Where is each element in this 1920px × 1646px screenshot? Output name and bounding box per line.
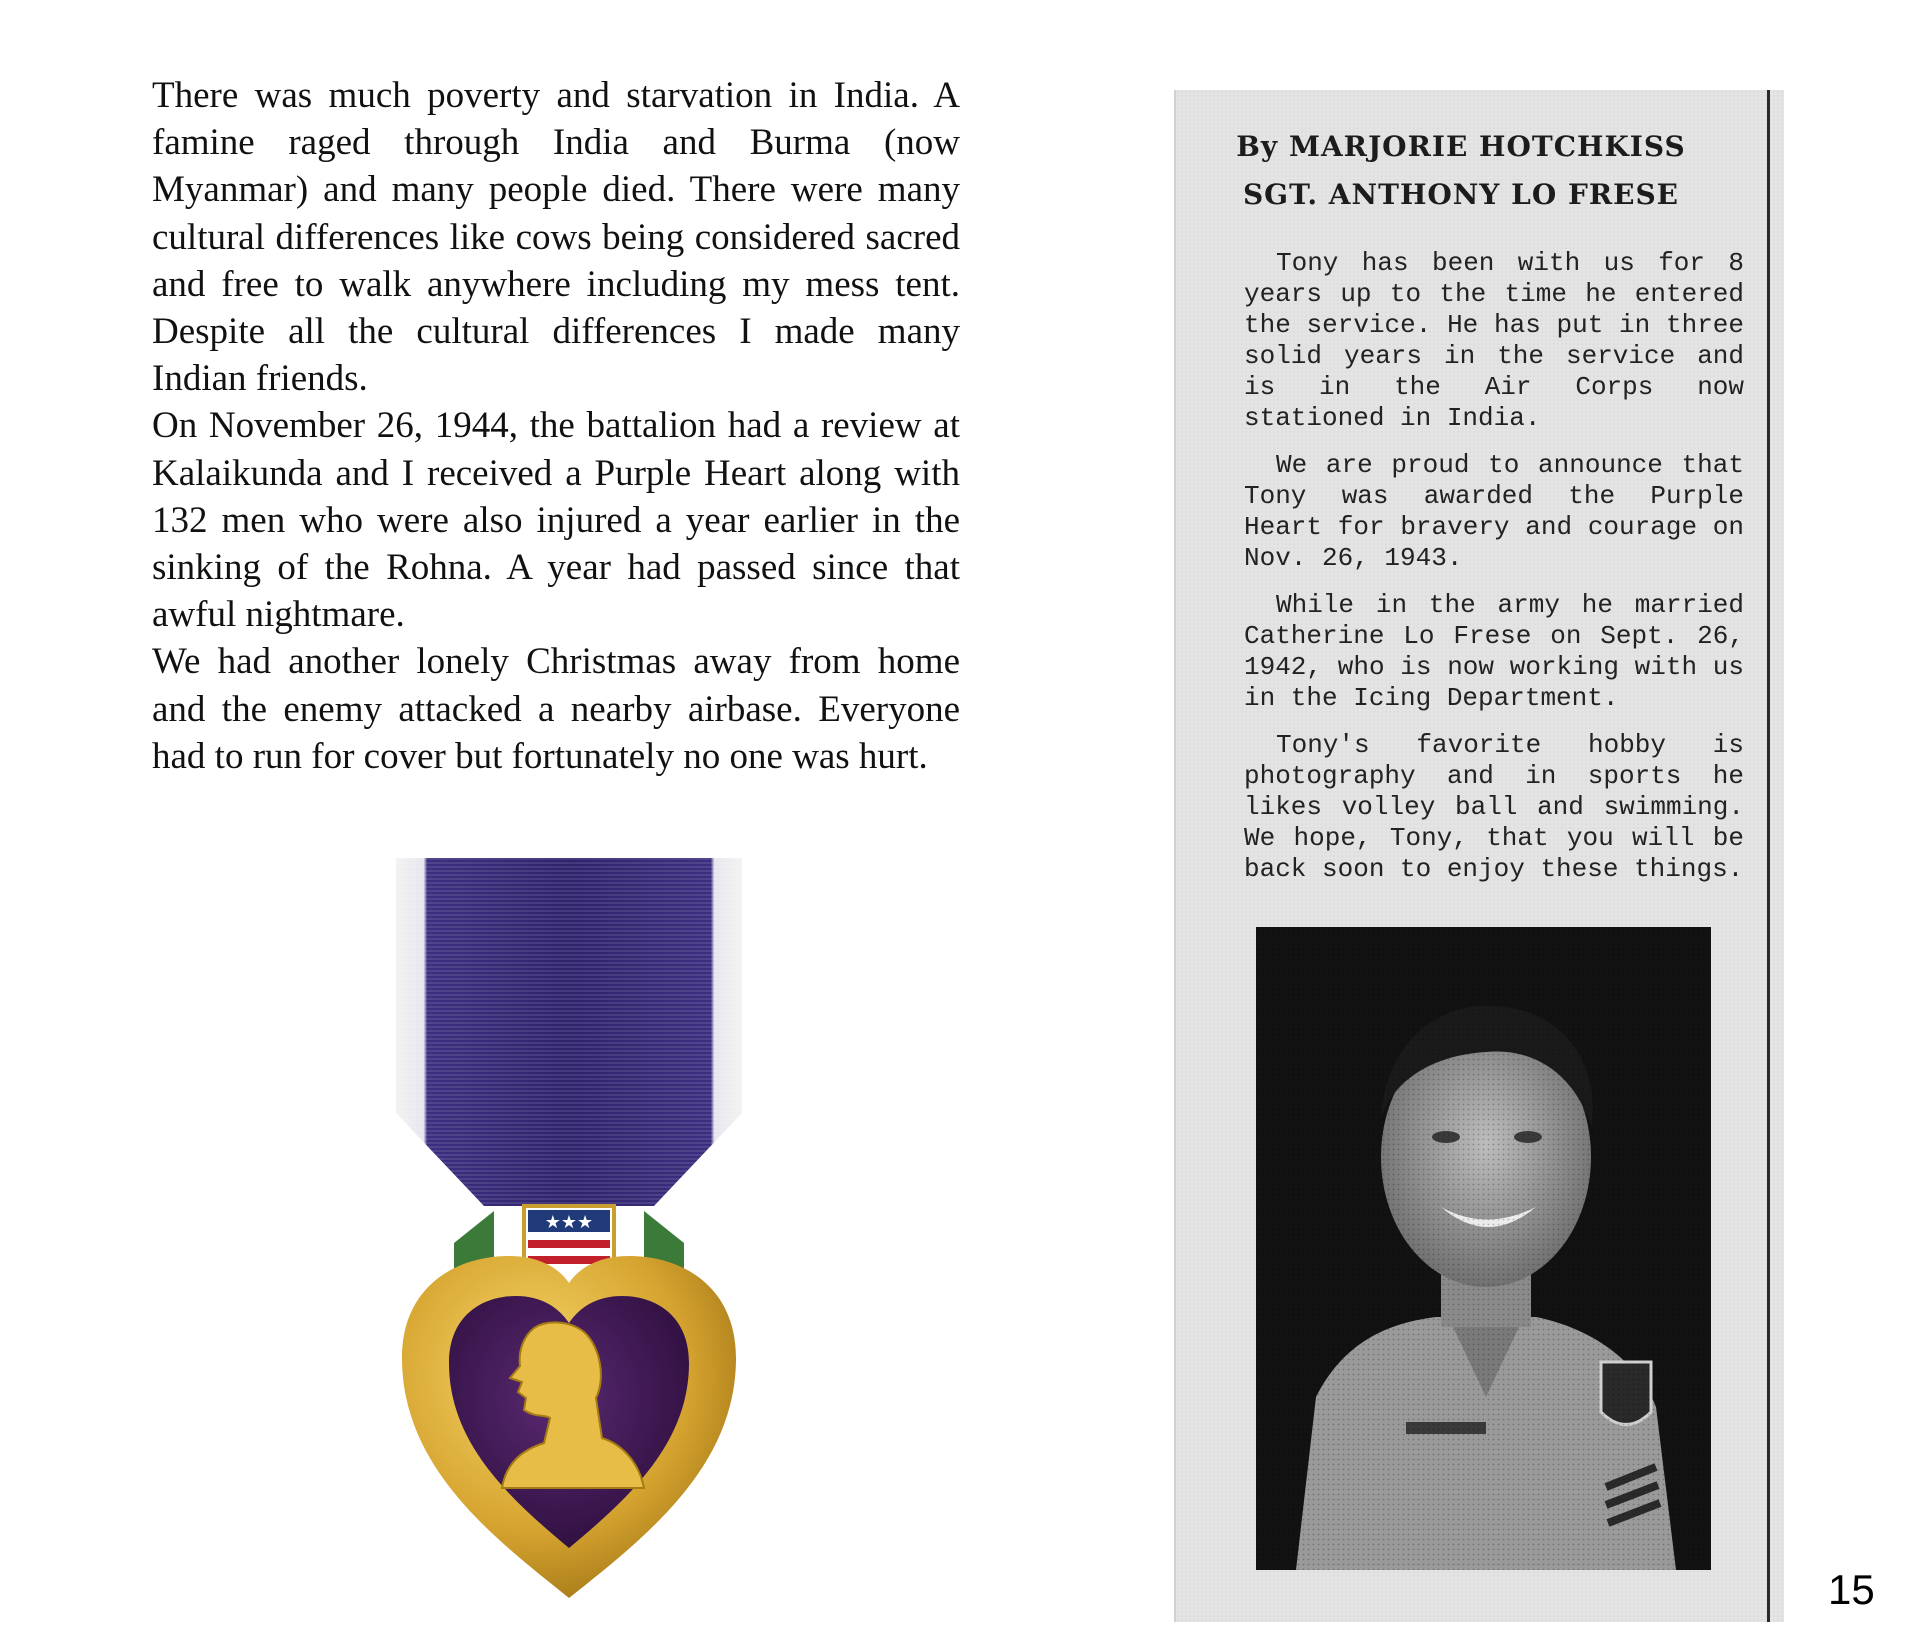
column-rule <box>1767 90 1770 1622</box>
clipping-paragraph: Tony's favorite hobby is photography and in sports he likes volley ball and swimming. We hope, Tony, that you will be back soon to enjoy these things. <box>1244 730 1744 884</box>
newspaper-clipping <box>1174 90 1784 1622</box>
soldier-portrait-photo <box>1256 927 1711 1570</box>
purple-heart-medal-image <box>394 858 744 1628</box>
memoir-paragraph: We had another lonely Christmas away from home and the enemy attacked a nearby airbase. Everyone had to run for cover but fortunately no one was hurt. <box>152 641 960 777</box>
clipping-paragraph: We are proud to announce that Tony was awarded the Purple Heart for bravery and courage on Nov. 26, 1943. <box>1244 450 1744 573</box>
clipping-article <box>1244 248 1744 901</box>
clipping-paragraph: While in the army he married Catherine Lo Frese on Sept. 26, 1942, who is now working with us in the Icing Department. <box>1244 590 1744 713</box>
headline: SGT. ANTHONY LO FRESE <box>1242 178 1680 211</box>
page-number: 15 <box>1828 1566 1875 1613</box>
byline: By MARJORIE HOTCHKISS <box>1236 130 1686 163</box>
memoir-paragraph: On November 26, 1944, the battalion had a review at Kalaikunda and I received a Purple Heart along with 132 men who were also injured a year earlier in the sinking of the Rohna. A year had passed since that awful nightmare. <box>152 405 960 636</box>
memoir-paragraph: There was much poverty and starvation in India. A famine raged through India and Burma (now Myanmar) and many people died. There were many cultural differences like cows being considered sacred and free to walk anywhere including my mess tent. Despite all the cultural differences I made many Indian friends. <box>152 75 960 400</box>
clipping-paragraph: Tony has been with us for 8 years up to the time he entered the service. He has put in three solid years in the service and is in the Air Corps now stationed in India. <box>1244 248 1744 433</box>
svg-text:★★★: ★★★ <box>544 1212 594 1233</box>
memoir-text <box>152 72 960 780</box>
